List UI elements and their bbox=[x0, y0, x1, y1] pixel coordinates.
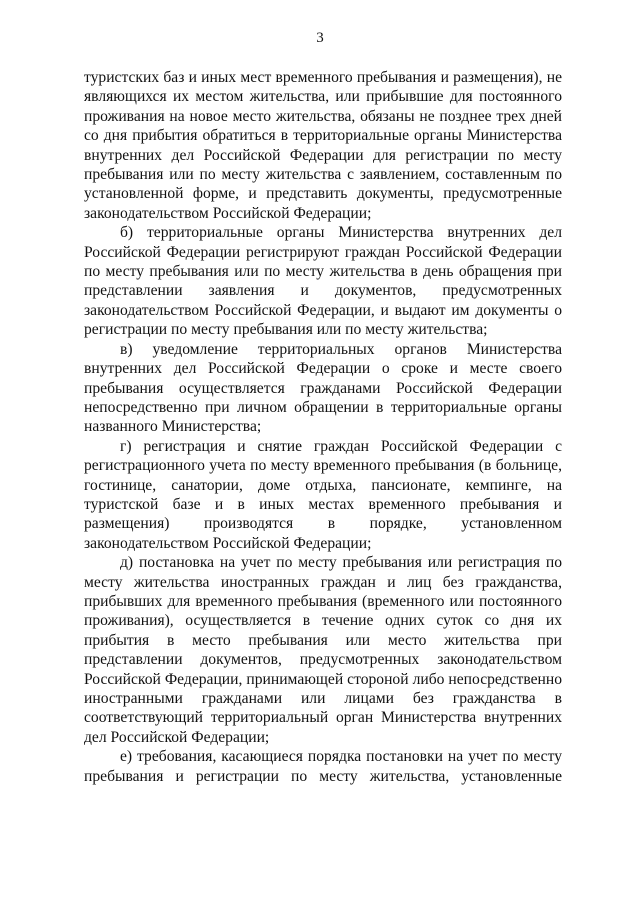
paragraph-d: д) постановка на учет по месту пребывания или регистрация по месту жительства иностранных граждан и лиц без гражданства, прибывших для временного пребывания (временного или постоянного проживания), осуществляется в течение одних суток со дня их прибытия в место пребывания или место жительства при представлении документов, предусмотренных законодательством Российской Федерации, принимающей стороной либо непосредственно иностранными гражданами или лицами без гражданства в соответствующий территориальный орган Министерства внутренних дел Российской Федерации; bbox=[84, 554, 562, 746]
document-body bbox=[84, 68, 562, 786]
page-number: 3 bbox=[316, 30, 324, 46]
paragraph-v: в) уведомление территориальных органов Министерства внутренних дел Российской Федерации о сроке и месте своего пребывания осуществляется гражданами Российской Федерации непосредственно при личном обращении в территориальные органы названного Министерства; bbox=[84, 340, 562, 436]
paragraph-g: г) регистрация и снятие граждан Российской Федерации с регистрационного учета по месту временного пребывания (в больнице, гостинице, санатории, доме отдыха, пансионате, кемпинге, на туристской базе и в иных местах временного пребывания и размещения) производятся в порядке, установленном законодательством Российской Федерации; bbox=[84, 437, 562, 552]
paragraph-b: б) территориальные органы Министерства внутренних дел Российской Федерации регистрируют граждан Российской Федерации по месту пребывания или по месту жительства в день обращения при представлении заявления и документов, предусмотренных законодательством Российской Федерации, и выдают им документы о регистрации по месту пребывания или по месту жительства; bbox=[84, 224, 562, 339]
paragraph-continuation: туристских баз и иных мест временного пребывания и размещения), не являющихся их местом жительства, или прибывшие для постоянного проживания на новое место жительства, обязаны не позднее трех дней со дня прибытия обратиться в территориальные органы Министерства внутренних дел Российской Федерации для регистрации по месту пребывания или по месту жительства с заявлением, составленным по установленной форме, и представить документы, предусмотренные законодательством Российской Федерации; bbox=[84, 69, 562, 222]
paragraph-e: е) требования, касающиеся порядка постановки на учет по месту пребывания и регистрации по месту жительства, установленные bbox=[84, 748, 562, 785]
